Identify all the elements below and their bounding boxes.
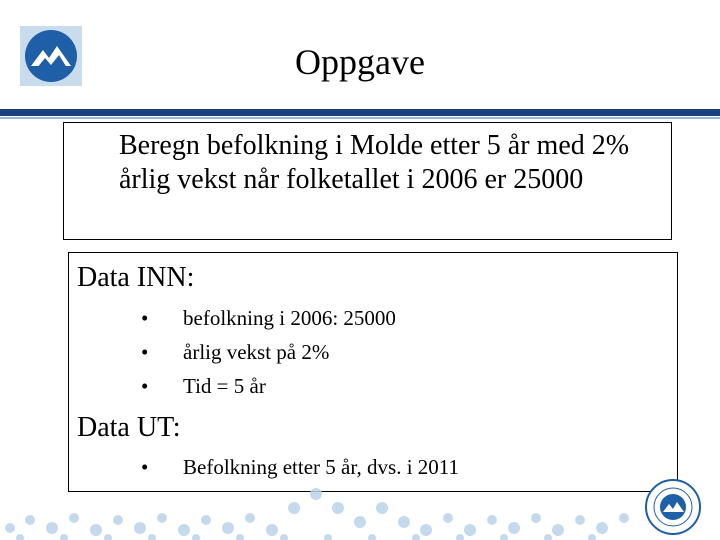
bullet-icon: • <box>141 340 149 364</box>
bullet-icon: • <box>141 374 149 398</box>
list-item: • befolkning i 2006: 25000 <box>141 301 396 335</box>
page-title-text: Oppgave <box>295 42 425 82</box>
task-box <box>63 122 672 240</box>
footer-pattern <box>0 478 720 540</box>
bullet-icon: • <box>141 455 149 479</box>
header-divider <box>0 109 720 116</box>
page-title <box>0 38 720 86</box>
institution-seal-icon <box>644 478 702 536</box>
header-divider-thin <box>0 117 720 119</box>
list-item: • Tid = 5 år <box>141 369 396 403</box>
bullet-icon: • <box>141 306 149 330</box>
data-in-label: Data INN: <box>77 262 195 293</box>
data-out-label: Data UT: <box>77 412 181 443</box>
list-item: • årlig vekst på 2% <box>141 335 396 369</box>
list-item: • Befolkning etter 5 år, dvs. i 2011 <box>141 450 459 484</box>
task-text: Beregn befolkning i Molde etter 5 år med 2% årlig vekst når folketallet i 2006 er 25000 <box>119 130 630 195</box>
data-in-list <box>141 301 396 403</box>
data-box <box>68 252 678 492</box>
